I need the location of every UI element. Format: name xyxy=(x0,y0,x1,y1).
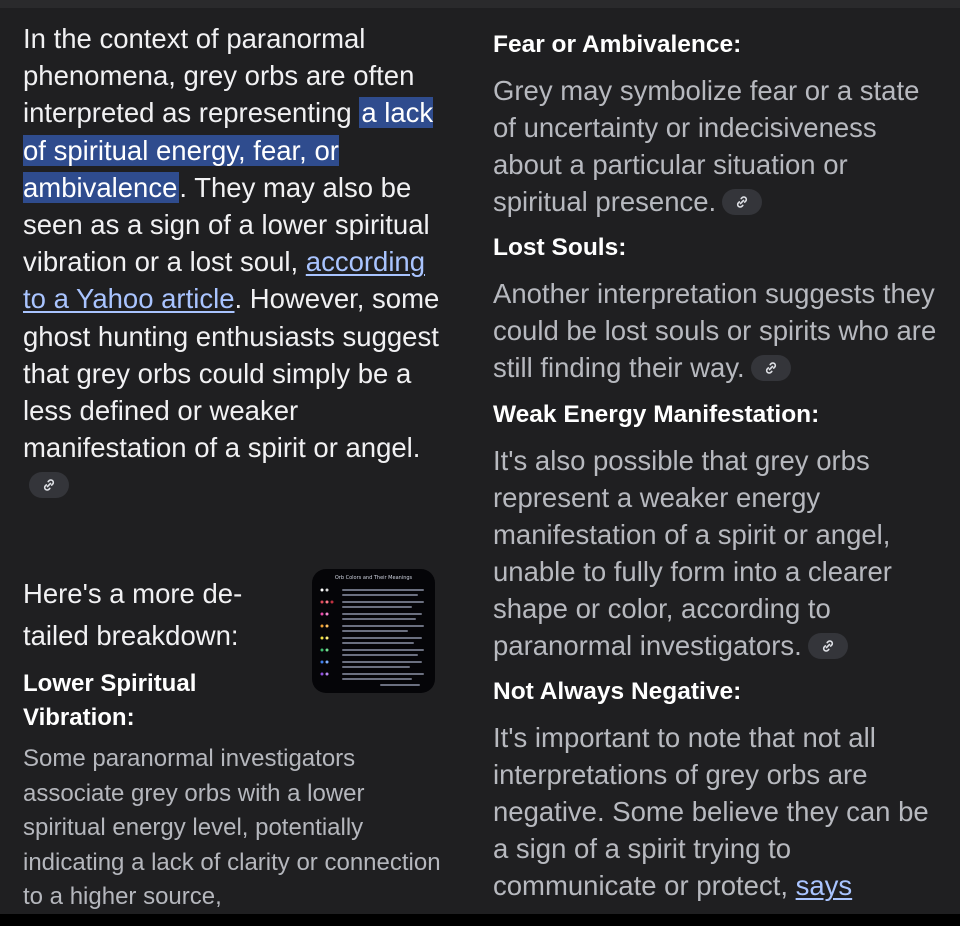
source-link-chip[interactable] xyxy=(722,189,762,215)
text-weak-energy xyxy=(493,442,938,664)
intro-text-3: . However, some ghost hunting enthusiasts suggest that grey orbs could simply be a less defined or weaker manifestation of a spirit or angel. xyxy=(23,283,440,464)
left-column xyxy=(23,20,443,910)
heading-weak-energy: Weak Energy Manifestation: xyxy=(493,401,820,428)
heading-not-always-negative: Not Always Negative: xyxy=(493,678,742,705)
source-link-chip[interactable] xyxy=(29,472,69,498)
orb-colors-thumbnail[interactable] xyxy=(312,569,435,693)
source-link-chip[interactable] xyxy=(808,633,848,659)
intro-text-1: In the context of paranormal phenomena, grey orbs are often interpreted as representing xyxy=(23,23,415,129)
section-text-lower-vibration: Some paranormal investigators associate grey orbs with a lower spiritual energy level, potentially indicating a lack of clarity or connection to a higher source, xyxy=(23,745,441,910)
text-not-always-negative xyxy=(493,719,938,904)
text-lost-souls-body: Another interpretation suggests they could be lost souls or spirits who are still finding their way. xyxy=(493,278,937,383)
text-fear-ambivalence xyxy=(493,72,938,220)
yahoo-article-link[interactable]: according to a Yahoo article xyxy=(23,246,426,315)
section-heading-lower-vibration: Lower Spiritual Vibration: xyxy=(23,670,197,731)
bottom-edge xyxy=(0,914,960,926)
heading-fear-ambivalence: Fear or Ambivalence: xyxy=(493,31,742,58)
text-lost-souls xyxy=(493,275,938,386)
link-icon xyxy=(820,638,836,654)
link-icon xyxy=(763,360,779,376)
thumbnail-title: Orb Colors and Their Meanings xyxy=(334,575,413,581)
top-edge xyxy=(0,0,960,8)
text-not-always-negative-body: It's important to note that not all interpretations of grey orbs are negative. Some believe they can be a sign of a spirit trying to communicate or protect, xyxy=(493,722,929,901)
source-link-chip[interactable] xyxy=(751,355,791,381)
text-weak-energy-body: It's also possible that grey orbs represent a weaker energy manifestation of a spirit or angel, unable to fully form into a clearer shape or color, according to paranormal investigators. xyxy=(493,445,892,661)
heading-lost-souls: Lost Souls: xyxy=(493,234,627,261)
intro-paragraph xyxy=(23,20,443,504)
highlighted-text[interactable]: a lack of spiritual energy, fear, or ambivalence xyxy=(23,97,434,203)
breakdown-heading: Here's a more de-tailed breakdown: xyxy=(23,578,243,651)
text-fear-ambivalence-body: Grey may symbolize fear or a state of uncertainty or indecisiveness about a particular situation or spiritual presence. xyxy=(493,75,920,217)
says-link[interactable]: says xyxy=(795,870,853,901)
intro-text-2: . They may also be seen as a sign of a lower spiritual vibration or a lost soul, xyxy=(23,171,430,278)
link-icon xyxy=(41,477,57,493)
link-icon xyxy=(734,194,750,210)
